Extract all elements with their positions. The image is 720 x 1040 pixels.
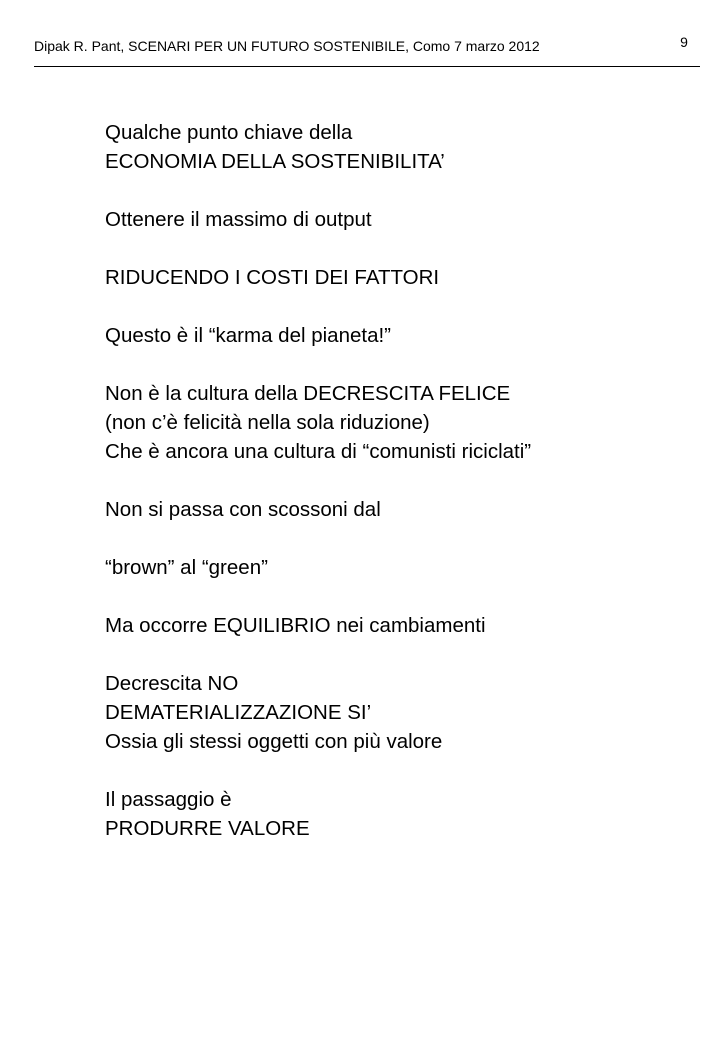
blank-line — [105, 524, 695, 553]
text-line: Decrescita NO — [105, 672, 239, 695]
page-content — [105, 118, 695, 843]
blank-line — [105, 640, 695, 669]
page-number: 9 — [680, 34, 688, 50]
text-line: DEMATERIALIZZAZIONE SI’ — [105, 701, 372, 724]
text-line: Che è ancora una cultura di “comunisti riciclati” — [105, 440, 532, 463]
blank-line — [105, 234, 695, 263]
text-line: (non c’è felicità nella sola riduzione) — [105, 411, 430, 434]
header-text: Dipak R. Pant, SCENARI PER UN FUTURO SOSTENIBILE, Como 7 marzo 2012 — [34, 38, 540, 54]
blank-line — [105, 176, 695, 205]
blank-line — [105, 466, 695, 495]
text-line: Ossia gli stessi oggetti con più valore — [105, 730, 443, 753]
text-line: “brown” al “green” — [105, 556, 268, 579]
blank-line — [105, 292, 695, 321]
blank-line — [105, 350, 695, 379]
page-header — [34, 30, 700, 67]
text-line: Qualche punto chiave della — [105, 121, 353, 144]
text-line: Ottenere il massimo di output — [105, 208, 372, 231]
text-line: Questo è il “karma del pianeta!” — [105, 324, 391, 347]
blank-line — [105, 582, 695, 611]
blank-line — [105, 756, 695, 785]
text-line: RIDUCENDO I COSTI DEI FATTORI — [105, 266, 440, 289]
text-line: Il passaggio è — [105, 788, 232, 811]
text-line: ECONOMIA DELLA SOSTENIBILITA’ — [105, 150, 445, 173]
text-line: Ma occorre EQUILIBRIO nei cambiamenti — [105, 614, 486, 637]
text-line: PRODURRE VALORE — [105, 817, 310, 840]
text-line: Non è la cultura della DECRESCITA FELICE — [105, 382, 511, 405]
text-line: Non si passa con scossoni dal — [105, 498, 381, 521]
